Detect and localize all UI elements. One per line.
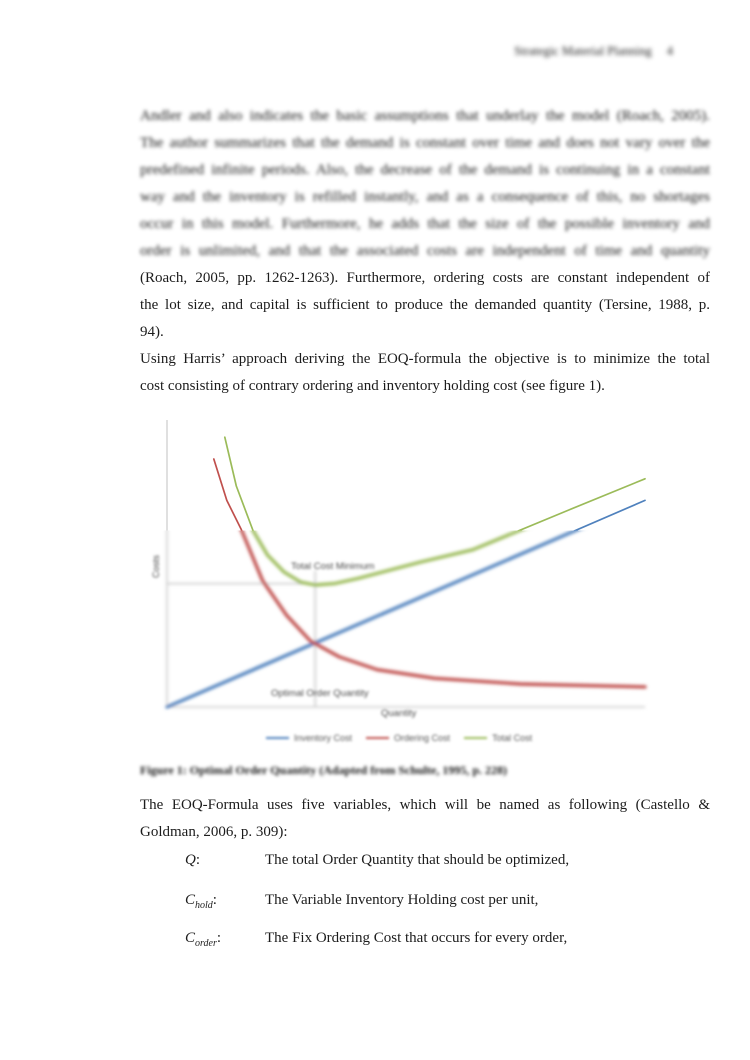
body-text — [140, 103, 710, 400]
legend-label: Total Cost — [492, 733, 533, 743]
total-cost-line-swatch — [464, 737, 487, 739]
body-line: 94). — [140, 324, 164, 340]
body-line-blurred: The author summarizes that the demand is constant over time and does not vary over the — [140, 135, 710, 151]
blurred-paragraph — [140, 103, 710, 265]
body-line: Goldman, 2006, p. 309): — [140, 824, 288, 840]
x-axis-label: Quantity — [381, 708, 417, 719]
body-line-blurred: occur in this model. Furthermore, he adds that the size of the possible inventory and — [140, 216, 710, 232]
figure-caption: Figure 1: Optimal Order Quantity (Adapted from Schulte, 1995, p. 228) — [140, 763, 507, 777]
legend-label: Ordering Cost — [394, 733, 451, 743]
eoq-cost-chart — [130, 415, 670, 765]
variable-symbol: Q: — [185, 852, 201, 868]
total-cost-minimum-label: Total Cost Minimum — [291, 561, 375, 572]
body-line-blurred: way and the inventory is refilled instantly, and as a consequence of this, no shortages — [140, 189, 710, 205]
variable-description: The Variable Inventory Holding cost per unit, — [265, 892, 539, 908]
y-axis-label: Costs — [151, 554, 161, 578]
body-line: cost consisting of contrary ordering and inventory holding cost (see figure 1). — [140, 378, 605, 394]
variable-symbol: $C_{hold}$: — [185, 892, 217, 911]
inventory-cost-line-swatch — [266, 737, 289, 739]
body-line-blurred: Andler and also indicates the basic assumptions that underlay the model (Roach, 2005). — [140, 108, 710, 124]
variable-description: The total Order Quantity that should be optimized, — [265, 852, 570, 868]
body-text-after-figure — [140, 792, 710, 846]
variable-symbol: $C_{order}$: — [185, 930, 222, 949]
variable-definition-row — [185, 852, 710, 879]
body-line: Using Harris’ approach deriving the EOQ-formula the objective is to minimize the total — [140, 351, 710, 367]
legend-item — [266, 733, 352, 743]
legend-label: Inventory Cost — [294, 733, 353, 743]
chart-legend — [266, 733, 532, 743]
optimal-order-quantity-label: Optimal Order Quantity — [271, 688, 369, 699]
legend-item — [464, 733, 532, 743]
body-line: The EOQ-Formula uses five variables, which will be named as following (Castello & — [140, 797, 710, 813]
variable-description: The Fix Ordering Cost that occurs for every order, — [265, 930, 568, 946]
page-number: 4 — [666, 44, 673, 58]
variable-definition-row — [185, 892, 710, 919]
body-line-blurred: predefined infinite periods. Also, the decrease of the demand is continuing in a constant — [140, 162, 710, 178]
body-line-blurred: order is unlimited, and that the associated costs are independent of time and quantity — [140, 243, 710, 259]
variable-definition-row — [185, 930, 710, 957]
ordering-cost-line-swatch — [366, 737, 389, 739]
legend-item — [366, 733, 450, 743]
running-title: Strategic Material Planning — [514, 44, 652, 58]
page-header — [514, 44, 673, 59]
body-line: (Roach, 2005, pp. 1262-1263). Furthermore, ordering costs are constant independent of — [140, 270, 710, 286]
body-line: the lot size, and capital is sufficient to produce the demanded quantity (Tersine, 1988, p. — [140, 297, 710, 313]
